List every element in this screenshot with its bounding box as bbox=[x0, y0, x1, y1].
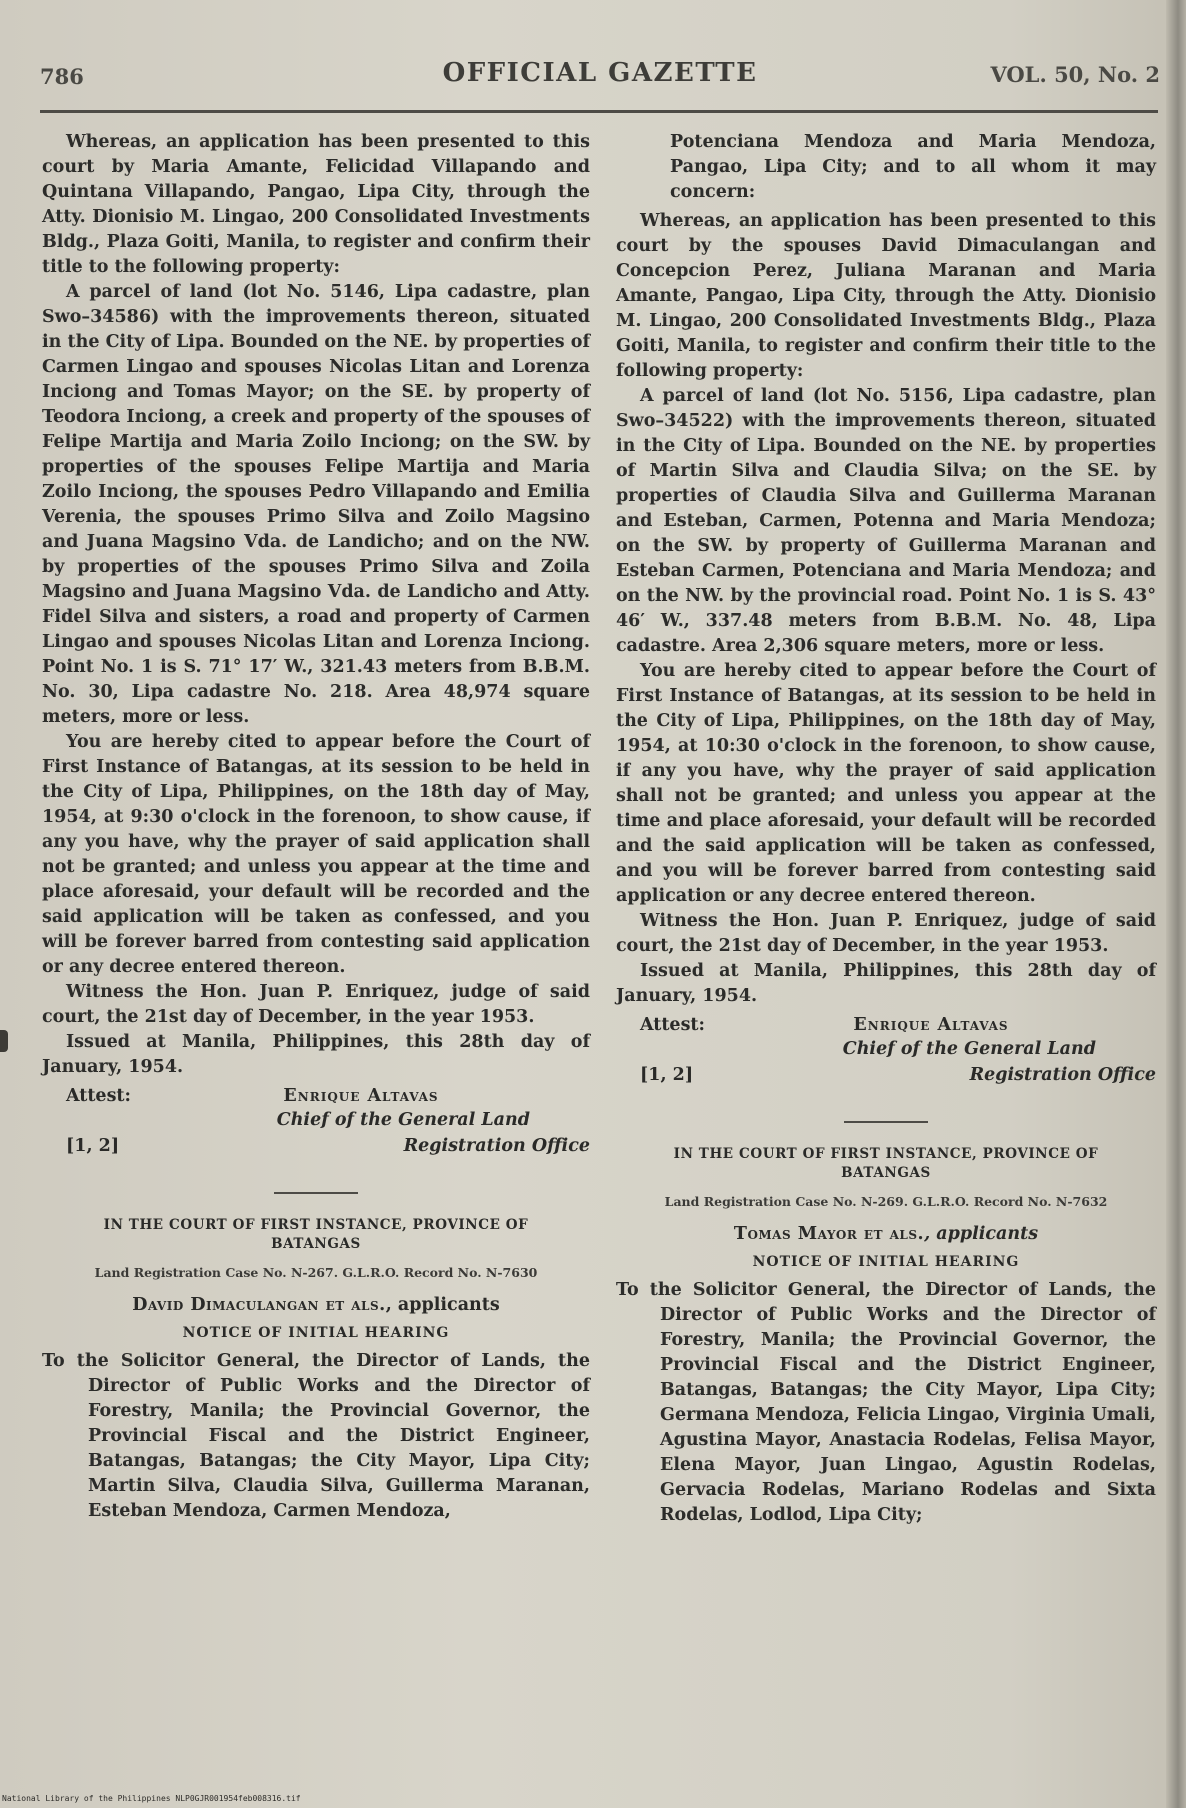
right-paragraph-whereas: Whereas, an application has been presented to this court by the spouses David Dimaculangan and Concepcion Perez, Juliana Maranan and Maria Amante, Pangao, Lipa City, through the Atty. Dionisio M. Lingao, 200 Consolidated Investments Bldg., Plaza Goiti, Manila, to register and confirm their title to the following property: bbox=[616, 211, 1156, 381]
page-header bbox=[40, 58, 1160, 98]
attest-position-line2: Registration Office bbox=[969, 1065, 1156, 1085]
court-heading: IN THE COURT OF FIRST INSTANCE, PROVINCE OF BATANGAS bbox=[673, 1146, 1099, 1181]
section-separator bbox=[274, 1192, 358, 1194]
page-number: 786 bbox=[40, 64, 84, 89]
right-column bbox=[616, 130, 1156, 1528]
attest-position-line1: Chief of the General Land bbox=[842, 1039, 1096, 1059]
applicant-name: David Dimaculangan et als. bbox=[132, 1295, 386, 1315]
right-paragraph-citation: You are hereby cited to appear before the Court of First Instance of Batangas, at its session to be held in the City of Lipa, Philippines, on the 18th day of May, 1954, at 10:30 o'clock in the forenoon, to show cause, if any you have, why the prayer of said application shall not be granted; and unless you appear at the time and place aforesaid, your default will be recorded and the said application will be taken as confessed, and you will be forever barred from contesting said application or any decree entered thereon. bbox=[616, 661, 1156, 906]
left-attestation bbox=[42, 1086, 590, 1176]
attest-position-line2: Registration Office bbox=[403, 1136, 590, 1156]
right-paragraph-parcel: A parcel of land (lot No. 5156, Lipa cadastre, plan Swo–34522) with the improvements thereon, situated in the City of Lipa. Bounded on the NE. by properties of Martin Silva and Claudia Silva; on the SE. by properties of Claudia Silva and Guillerma Maranan and Esteban, Carmen, Potenna and Maria Mendoza; on the SW. by property of Guillerma Maranan and Esteban Carmen, Potenciana and Maria Mendoza; and on the NW. by the provincial road. Point No. 1 is S. 43° 46′ W., 337.48 meters from B.B.M. No. 48, Lipa cadastre. Area 2,306 square meters, more or less. bbox=[616, 386, 1156, 656]
left-paragraph-whereas: Whereas, an application has been presented to this court by Maria Amante, Felicidad Villapando and Quintana Villapando, Pangao, Lipa City, through the Atty. Dionisio M. Lingao, 200 Consolidated Investments Bldg., Plaza Goiti, Manila, to register and confirm their title to the following property: bbox=[42, 132, 590, 277]
left-addressees: To the Solicitor General, the Director of Lands, the Director of Public Works and the Director of Forestry, Manila; the Provincial Governor, the Provincial Fiscal and the District Engineer, Batangas, Batangas; the City Mayor, Lipa City; Martin Silva, Claudia Silva, Guillerma Maranan, Esteban Mendoza, Carmen Mendoza, bbox=[42, 1351, 590, 1521]
case-number: Land Registration Case No. N-267. G.L.R.O. Record No. N-7630 bbox=[94, 1265, 538, 1280]
attest-reference: [1, 2] bbox=[66, 1136, 120, 1156]
left-paragraph-parcel: A parcel of land (lot No. 5146, Lipa cadastre, plan Swo–34586) with the improvements thereon, situated in the City of Lipa. Bounded on the NE. by properties of Carmen Lingao and spouses Nicolas Litan and Lorenza Inciong and Tomas Mayor; on the SE. by property of Teodora Inciong, a creek and property of the spouses of Felipe Martija and Maria Zoilo Inciong; on the SW. by properties of the spouses Felipe Martija and Maria Zoilo Inciong, the spouses Pedro Villapando and Emilia Verenia, the spouses Primo Silva and Zoilo Magsino and Juana Magsino Vda. de Landicho; and on the NW. by properties of the spouses Primo Silva and Zoila Magsino and Juana Magsino Vda. de Landicho and Atty. Fidel Silva and sisters, a road and property of Carmen Lingao and spouses Nicolas Litan and Lorenza Inciong. Point No. 1 is S. 71° 17′ W., 321.43 meters from B.B.M. No. 30, Lipa cadastre No. 218. Area 48,974 square meters, more or less. bbox=[42, 282, 590, 727]
attest-label: Attest: bbox=[66, 1086, 131, 1106]
right-attestation bbox=[616, 1015, 1156, 1105]
header-rule bbox=[40, 110, 1158, 113]
applicant-suffix: , applicants bbox=[385, 1295, 500, 1315]
right-paragraph-issued: Issued at Manila, Philippines, this 28th day of January, 1954. bbox=[616, 961, 1156, 1006]
left-paragraph-witness: Witness the Hon. Juan P. Enriquez, judge of said court, the 21st day of December, in the year 1953. bbox=[42, 982, 590, 1027]
right-continuation: Potenciana Mendoza and Maria Mendoza, Pangao, Lipa City; and to all whom it may concern: bbox=[670, 132, 1156, 202]
notice-title: NOTICE OF INITIAL HEARING bbox=[752, 1254, 1020, 1270]
margin-mark bbox=[0, 1030, 8, 1052]
publication-title: OFFICIAL GAZETTE bbox=[442, 58, 758, 88]
applicant-name: Tomas Mayor et als. bbox=[733, 1224, 925, 1244]
attest-name: Enrique Altavas bbox=[853, 1015, 1009, 1035]
attest-position-line1: Chief of the General Land bbox=[276, 1110, 530, 1130]
scan-footer: National Library of the Philippines NLP0GJR001954feb008316.tif bbox=[2, 1794, 301, 1803]
right-addressees: To the Solicitor General, the Director of Lands, the Director of Public Works and the Director of Forestry, Manila; the Provincial Governor, the Provincial Fiscal and the District Engineer, Batangas, Batangas; the City Mayor, Lipa City; Germana Mendoza, Felicia Lingao, Virginia Umali, Agustina Mayor, Anastacia Rodelas, Felisa Mayor, Elena Mayor, Juan Lingao, Agustin Rodelas, Gervacia Rodelas, Mariano Rodelas and Sixta Rodelas, Lodlod, Lipa City; bbox=[616, 1280, 1156, 1525]
left-paragraph-issued: Issued at Manila, Philippines, this 28th day of January, 1954. bbox=[42, 1032, 590, 1077]
right-paragraph-witness: Witness the Hon. Juan P. Enriquez, judge of said court, the 21st day of December, in the year 1953. bbox=[616, 911, 1156, 956]
notice-title: NOTICE OF INITIAL HEARING bbox=[182, 1325, 450, 1341]
case-number: Land Registration Case No. N-269. G.L.R.O. Record No. N-7632 bbox=[664, 1194, 1108, 1209]
attest-name: Enrique Altavas bbox=[283, 1086, 439, 1106]
attest-label: Attest: bbox=[640, 1015, 705, 1035]
court-heading: IN THE COURT OF FIRST INSTANCE, PROVINCE OF BATANGAS bbox=[103, 1217, 529, 1252]
attest-reference: [1, 2] bbox=[640, 1065, 694, 1085]
binding-edge bbox=[1166, 0, 1186, 1808]
applicant-suffix: , applicants bbox=[924, 1224, 1039, 1244]
volume-number: VOL. 50, No. 2 bbox=[990, 62, 1160, 87]
applicants-line bbox=[616, 1224, 1156, 1244]
applicants-line bbox=[42, 1295, 590, 1315]
left-paragraph-citation: You are hereby cited to appear before the Court of First Instance of Batangas, at its session to be held in the City of Lipa, Philippines, on the 18th day of May, 1954, at 9:30 o'clock in the forenoon, to show cause, if any you have, why the prayer of said application shall not be granted; and unless you appear at the time and place aforesaid, your default will be recorded and the said application will be taken as confessed, and you will be forever barred from contesting said application or any decree entered thereon. bbox=[42, 732, 590, 977]
left-column bbox=[42, 130, 590, 1524]
section-separator bbox=[844, 1121, 928, 1123]
